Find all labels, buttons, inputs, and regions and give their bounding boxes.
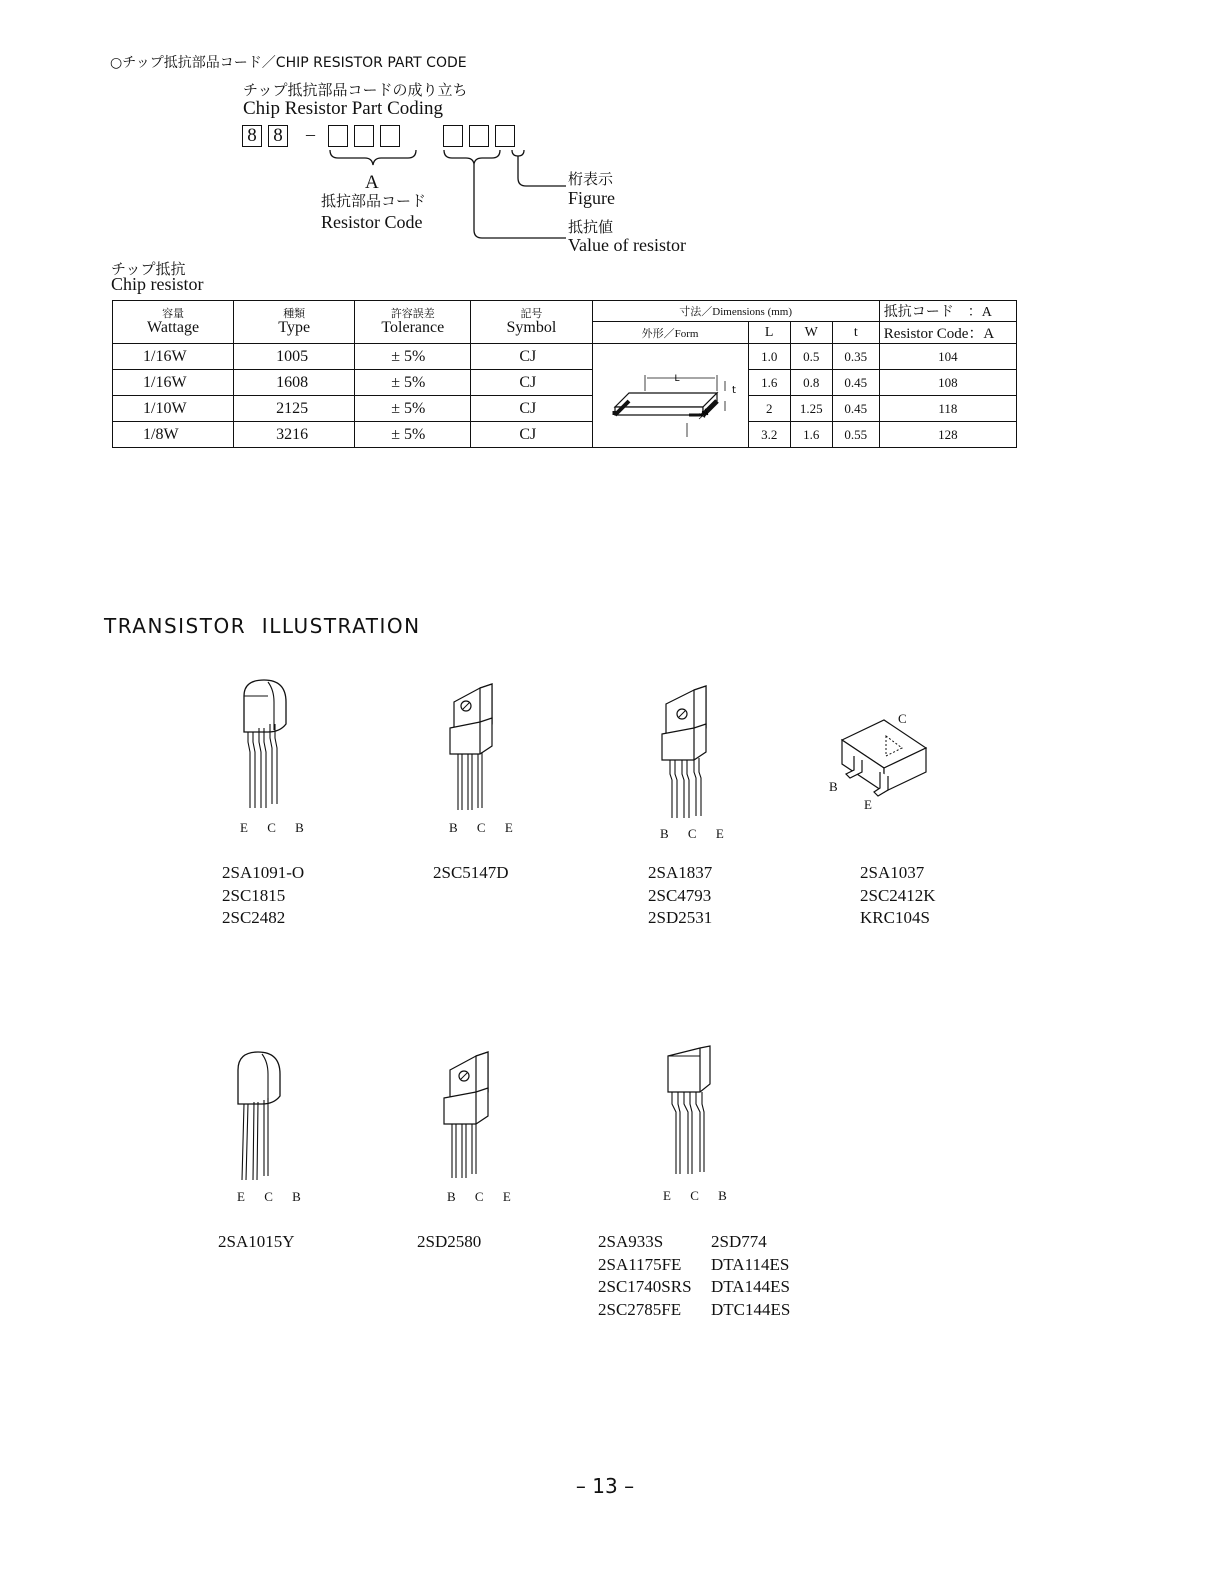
code-box	[495, 125, 515, 147]
cell-wattage: 1/8W	[113, 422, 234, 448]
cell-symbol: CJ	[471, 370, 592, 396]
header-l: L	[748, 322, 790, 344]
cell-code: 128	[879, 422, 1016, 448]
coding-title-en: Chip Resistor Part Coding	[243, 98, 444, 119]
to92l-transistor-icon	[660, 1042, 720, 1182]
coding-title-jp: チップ抵抗部品コードの成り立ち	[243, 83, 468, 99]
code-box	[443, 125, 463, 147]
header-t: t	[832, 322, 879, 344]
to220-tall-transistor-icon	[652, 682, 724, 822]
cell-type: 3216	[234, 422, 355, 448]
to220-transistor-icon	[440, 680, 510, 815]
cell-l: 1.0	[748, 344, 790, 370]
form-label-t: t	[732, 385, 736, 396]
header-code-en: Resistor Code：A	[879, 322, 1016, 344]
part-number: 2SC2482	[222, 908, 286, 927]
code-box	[380, 125, 400, 147]
part-code-boxes	[242, 125, 294, 147]
cell-wattage: 1/16W	[113, 370, 234, 396]
part-list	[648, 862, 712, 930]
cell-t: 0.35	[832, 344, 879, 370]
figure-en: Figure	[568, 188, 615, 208]
header-w: W	[790, 322, 832, 344]
cell-w: 0.8	[790, 370, 832, 396]
part-list	[218, 1231, 295, 1254]
part-number: 2SA1015Y	[218, 1232, 295, 1251]
page-number: – 13 –	[575, 1474, 635, 1498]
header-code-jp: 抵抗コード ：A	[879, 301, 1016, 322]
part-list	[860, 862, 936, 930]
code-dash: –	[306, 124, 315, 144]
pin-label-b: B	[829, 779, 838, 794]
cell-code: 108	[879, 370, 1016, 396]
cell-type: 1005	[234, 344, 355, 370]
cell-tolerance: ± 5%	[355, 344, 471, 370]
part-number: KRC104S	[860, 908, 930, 927]
cell-symbol: CJ	[471, 396, 592, 422]
to92-transistor-icon	[226, 1046, 306, 1186]
part-number: 2SC2785FE	[598, 1299, 682, 1319]
cell-tolerance: ± 5%	[355, 422, 471, 448]
part-list	[598, 1231, 692, 1321]
cell-l: 1.6	[748, 370, 790, 396]
code-box	[354, 125, 374, 147]
header-tolerance: 許容誤差 Tolerance	[355, 301, 471, 344]
pin-label-e: E	[864, 797, 872, 812]
section-title: ○チップ抵抗部品コード／CHIP RESISTOR PART CODE	[110, 55, 467, 71]
part-number: 2SA933S	[598, 1232, 664, 1251]
pin-labels: B C E	[447, 1189, 519, 1204]
label-a: A	[365, 172, 379, 193]
part-list	[417, 1231, 481, 1254]
part-number: 2SC5147D	[433, 863, 509, 882]
part-number: 2SC4793	[648, 885, 712, 905]
cell-t: 0.45	[832, 396, 879, 422]
resistor-code-jp: 抵抗部品コード	[321, 194, 427, 210]
chip-form-figure	[592, 344, 748, 448]
code-digit-1: 8	[242, 125, 262, 147]
form-label-l: L	[674, 374, 680, 384]
code-digit-2: 8	[268, 125, 288, 147]
value-boxes	[443, 125, 521, 147]
table-row	[113, 344, 1017, 370]
value-en: Value of resistor	[568, 235, 686, 255]
chip-resistor-table	[112, 300, 1017, 448]
part-number: 2SA1175FE	[598, 1254, 682, 1274]
chip-resistor-title-en: Chip resistor	[111, 274, 204, 294]
pin-labels: B C E	[660, 826, 732, 841]
part-number: 2SD2531	[648, 908, 713, 927]
part-number: 2SD2580	[417, 1232, 482, 1251]
resistor-code-boxes	[328, 125, 406, 147]
cell-l: 3.2	[748, 422, 790, 448]
part-number: 2SA1837	[648, 863, 713, 882]
part-number: DTA144ES	[711, 1277, 790, 1296]
table-row	[113, 396, 1017, 422]
cell-tolerance: ± 5%	[355, 370, 471, 396]
part-number: DTC144ES	[711, 1299, 791, 1319]
sot23-transistor-icon	[836, 718, 936, 798]
pin-labels: E C B	[240, 820, 312, 835]
cell-code: 104	[879, 344, 1016, 370]
part-number: DTA114ES	[711, 1254, 790, 1274]
form-label-w: W	[698, 407, 712, 422]
table-row	[113, 370, 1017, 396]
figure-jp: 桁表示	[568, 172, 614, 188]
header-form: 外形／Form	[592, 322, 748, 344]
part-number: 2SA1037	[860, 863, 925, 882]
cell-wattage: 1/10W	[113, 396, 234, 422]
cell-symbol: CJ	[471, 344, 592, 370]
part-number: 2SD774	[711, 1232, 767, 1251]
part-list	[711, 1231, 790, 1321]
pin-labels: E C B	[663, 1188, 735, 1203]
pin-label-c: C	[898, 711, 907, 726]
cell-l: 2	[748, 396, 790, 422]
pin-labels: E C B	[237, 1189, 309, 1204]
cell-w: 0.5	[790, 344, 832, 370]
cell-symbol: CJ	[471, 422, 592, 448]
header-symbol: 記号 Symbol	[471, 301, 592, 344]
cell-tolerance: ± 5%	[355, 396, 471, 422]
cell-wattage: 1/16W	[113, 344, 234, 370]
cell-code: 118	[879, 396, 1016, 422]
part-list	[222, 862, 304, 930]
cell-w: 1.6	[790, 422, 832, 448]
table-row	[113, 422, 1017, 448]
resistor-code-en: Resistor Code	[321, 212, 423, 232]
cell-w: 1.25	[790, 396, 832, 422]
header-type: 種類 Type	[234, 301, 355, 344]
transistor-section-title: TRANSISTOR ILLUSTRATION	[104, 614, 421, 638]
value-jp: 抵抗値	[568, 220, 614, 236]
part-number: 2SC1815	[222, 885, 286, 905]
part-number: 2SA1091-O	[222, 863, 305, 882]
part-number: 2SC2412K	[860, 885, 936, 905]
part-number: 2SC1740SRS	[598, 1277, 692, 1296]
part-list	[433, 862, 509, 885]
to92-transistor-icon	[228, 672, 308, 812]
cell-type: 2125	[234, 396, 355, 422]
to220-transistor-icon	[436, 1048, 506, 1183]
code-box	[328, 125, 348, 147]
chip-resistor-drawing	[595, 345, 745, 441]
chip-resistor-title-jp: チップ抵抗	[111, 262, 186, 278]
pin-labels: B C E	[449, 820, 521, 835]
code-box	[469, 125, 489, 147]
header-dimensions: 寸法／Dimensions (mm)	[592, 301, 879, 322]
cell-t: 0.45	[832, 370, 879, 396]
cell-t: 0.55	[832, 422, 879, 448]
header-wattage: 容量 Wattage	[113, 301, 234, 344]
cell-type: 1608	[234, 370, 355, 396]
